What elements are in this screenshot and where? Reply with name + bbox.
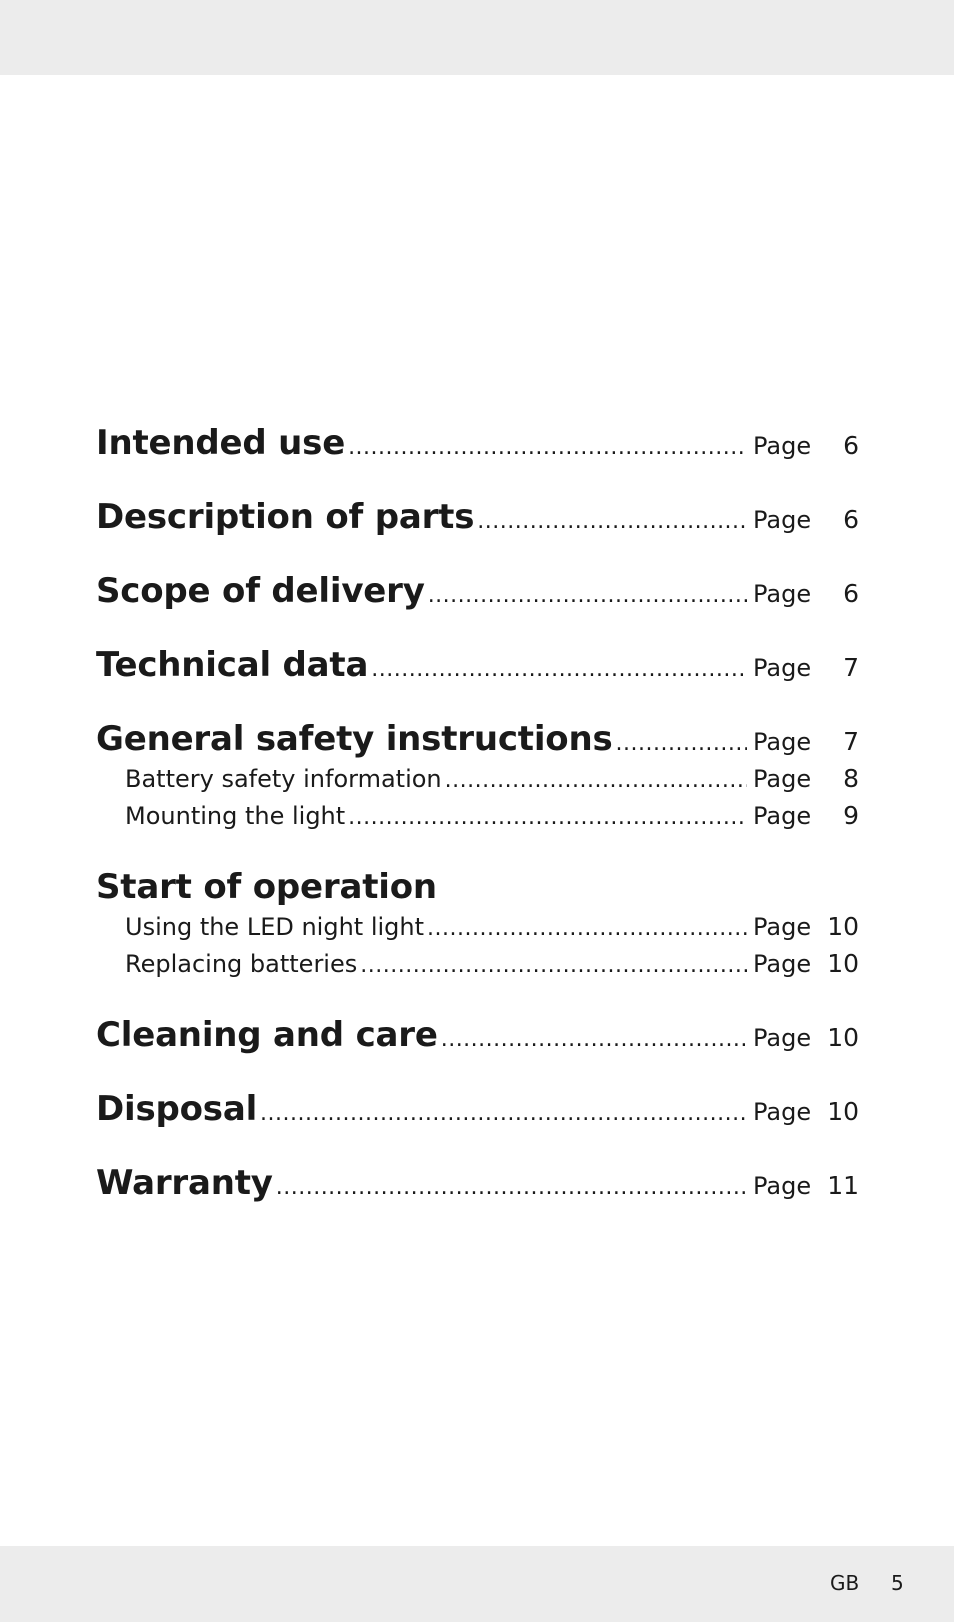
footer-band [0,1546,954,1622]
toc-entry-general-safety-instructions[interactable] [96,718,859,760]
footer-language-code: GB [830,1571,860,1595]
toc-subentry-using-the-led-night-light[interactable] [96,912,859,942]
page-number: 7 [843,727,859,756]
page-number: 6 [843,579,859,608]
toc-entry-warranty[interactable] [96,1162,859,1204]
toc-heading-start-of-operation[interactable]: Start of operation [96,867,437,907]
dot-leader [348,805,747,830]
page-word: Page [753,765,812,793]
page-word: Page [753,580,812,608]
toc-heading: Technical data [96,645,369,685]
toc-subheading: Replacing batteries [125,950,358,978]
toc-heading: Intended use [96,423,346,463]
page-number: 8 [843,764,859,793]
page-word: Page [753,432,812,460]
page-word: Page [753,1098,812,1126]
page-word: Page [753,654,812,682]
toc-entry-description-of-parts[interactable] [96,496,859,538]
dot-leader [477,509,747,534]
toc-heading: Description of parts [96,497,475,537]
page-number: 10 [827,1097,859,1126]
toc-heading: Warranty [96,1163,273,1203]
toc-entry-cleaning-and-care[interactable] [96,1014,859,1056]
page-word: Page [753,728,812,756]
page-number: 10 [827,1023,859,1052]
toc-heading: Cleaning and care [96,1015,438,1055]
page-word: Page [753,1172,812,1200]
toc-entry-intended-use[interactable] [96,422,859,464]
page-word: Page [753,506,812,534]
page-number: 11 [827,1171,859,1200]
page-number: 9 [843,801,859,830]
top-margin-band [0,0,954,75]
toc-subheading: Mounting the light [125,802,346,830]
page-number: 7 [843,653,859,682]
dot-leader [371,657,747,682]
toc-entry-scope-of-delivery[interactable] [96,570,859,612]
dot-leader [276,1175,747,1200]
toc-subheading: Using the LED night light [125,913,425,941]
toc-entry-disposal[interactable] [96,1088,859,1130]
page-word: Page [753,913,812,941]
page-word: Page [753,950,812,978]
toc-heading: Scope of delivery [96,571,425,611]
dot-leader [427,916,747,941]
dot-leader [616,731,747,756]
footer-page-number: 5 [891,1571,904,1595]
dot-leader [441,1027,747,1052]
toc-subheading: Battery safety information [125,765,442,793]
toc-subentry-battery-safety-information[interactable] [96,764,859,794]
toc-subentry-mounting-the-light[interactable] [96,801,859,831]
dot-leader [428,583,747,608]
dot-leader [348,435,747,460]
dot-leader [260,1101,747,1126]
page-number: 6 [843,431,859,460]
dot-leader [445,768,747,793]
page-word: Page [753,1024,812,1052]
page-word: Page [753,802,812,830]
dot-leader [360,953,747,978]
toc-heading: General safety instructions [96,719,613,759]
toc-subentry-replacing-batteries[interactable] [96,949,859,979]
page-number: 10 [827,912,859,941]
toc-entry-technical-data[interactable] [96,644,859,686]
toc-heading: Disposal [96,1089,258,1129]
page-number: 10 [827,949,859,978]
page-number: 6 [843,505,859,534]
